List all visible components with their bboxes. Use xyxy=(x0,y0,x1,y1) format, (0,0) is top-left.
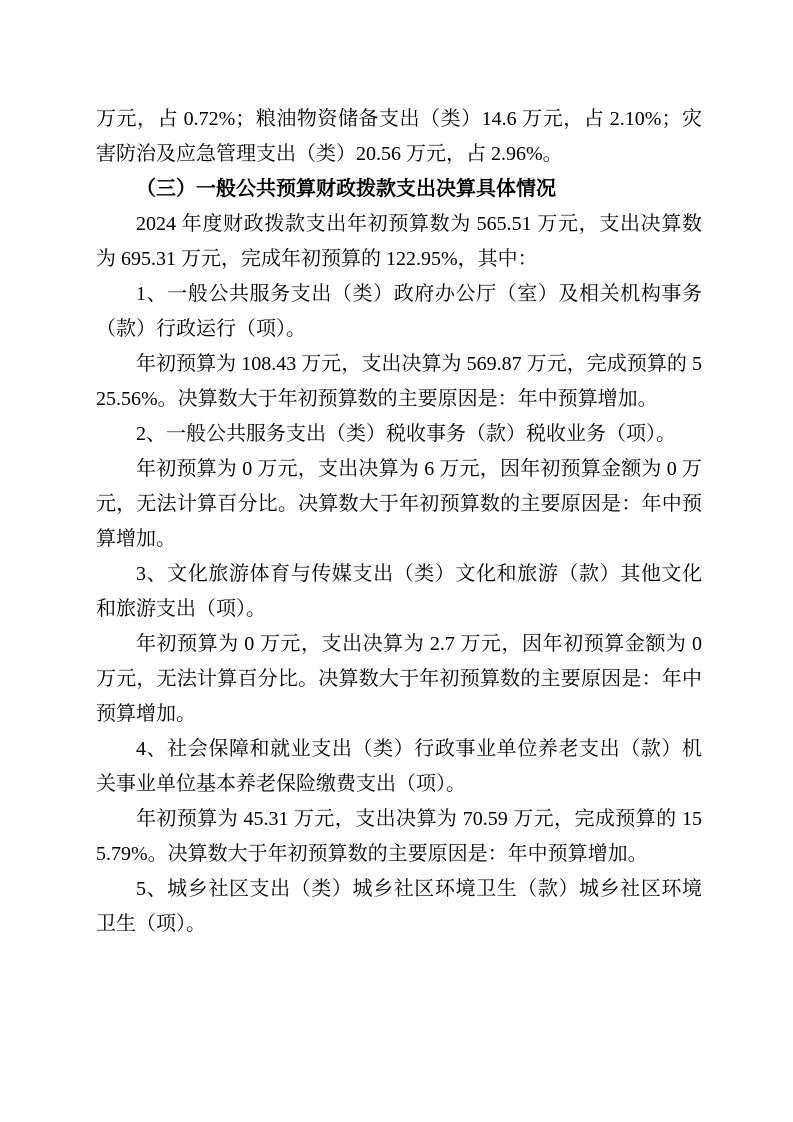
paragraph-item-2-detail: 年初预算为 0 万元，支出决算为 6 万元，因年初预算金额为 0 万元，无法计算百分比。决算数大于年初预算数的主要原因是：年中预算增加。 xyxy=(96,458,702,550)
paragraph-item-3-detail: 年初预算为 0 万元，支出决算为 2.7 万元，因年初预算金额为 0 万元，无法计算百分比。决算数大于年初预算数的主要原因是：年中预算增加。 xyxy=(96,633,702,725)
paragraph-item-1-title: 1、一般公共服务支出（类）政府办公厅（室）及相关机构事务（款）行政运行（项）。 xyxy=(96,283,702,340)
paragraph-item-4-detail: 年初预算为 45.31 万元，支出决算为 70.59 万元，完成预算的 155.79%。决算数大于年初预算数的主要原因是：年中预算增加。 xyxy=(96,808,702,865)
paragraph-item-3-title: 3、文化旅游体育与传媒支出（类）文化和旅游（款）其他文化和旅游支出（项）。 xyxy=(96,563,702,620)
paragraph-overview: 2024 年度财政拨款支出年初预算数为 565.51 万元，支出决算数为 695.31 万元，完成年初预算的 122.95%，其中： xyxy=(96,213,702,270)
section-heading: （三）一般公共预算财政拨款支出决算具体情况 xyxy=(136,178,556,200)
paragraph-item-1-detail: 年初预算为 108.43 万元，支出决算为 569.87 万元，完成预算的 525.56%。决算数大于年初预算数的主要原因是：年中预算增加。 xyxy=(96,353,702,410)
paragraph-item-2-title: 2、一般公共服务支出（类）税收事务（款）税收业务（项）。 xyxy=(136,423,676,445)
paragraph-item-5-title: 5、城乡社区支出（类）城乡社区环境卫生（款）城乡社区环境卫生（项）。 xyxy=(96,878,702,935)
paragraph-item-4-title: 4、社会保障和就业支出（类）行政事业单位养老支出（款）机关事业单位基本养老保险缴费支出（项）。 xyxy=(96,738,702,795)
paragraph-continuation: 万元，占 0.72%；粮油物资储备支出（类）14.6 万元，占 2.10%；灾害防治及应急管理支出（类）20.56 万元，占 2.96%。 xyxy=(96,108,702,165)
